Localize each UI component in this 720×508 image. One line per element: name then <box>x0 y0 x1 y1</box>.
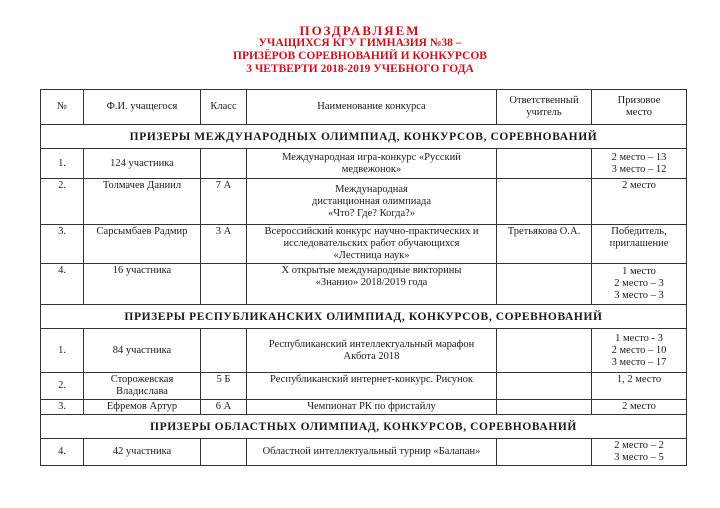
prize-place-line: Победитель, <box>611 226 667 237</box>
prize-place <box>592 149 687 179</box>
section-title: ПРИЗЕРЫ ОБЛАСТНЫХ ОЛИМПИАД, КОНКУРСОВ, СОРЕВНОВАНИЙ <box>41 415 687 439</box>
header-teacher-line-2: учитель <box>526 107 562 118</box>
prize-winners-table <box>40 89 687 466</box>
student-name <box>84 179 201 225</box>
student-name-line: 16 участника <box>112 265 172 276</box>
row-number: 1. <box>41 329 84 373</box>
header-class: Класс <box>201 90 247 125</box>
student-class <box>201 329 247 373</box>
row-number: 4. <box>41 439 84 466</box>
prize-place <box>592 373 687 400</box>
heading-line-3: ПРИЗЁРОВ СОРЕВНОВАНИЙ И КОНКУРСОВ <box>233 50 487 62</box>
table-body <box>41 125 687 466</box>
contest-name-line: дистанционная олимпиада <box>312 195 431 207</box>
prize-place-line: 1 место - 3 <box>615 332 663 344</box>
contest-name-line: «Знанио» 2018/2019 года <box>315 277 428 288</box>
contest-name <box>247 149 497 179</box>
contest-name-line: Чемпионат РК по фристайлу <box>307 401 436 412</box>
contest-name <box>247 264 497 305</box>
header-teacher-line-1: Ответственный <box>509 95 579 106</box>
table-row <box>41 329 687 373</box>
prize-place-line: 1 место <box>622 266 656 277</box>
prize-place <box>592 329 687 373</box>
table-row <box>41 149 687 179</box>
student-name-line: Сторожевская <box>110 374 174 385</box>
contest-name-line: «Лестница наук» <box>333 250 410 261</box>
student-name <box>84 149 201 179</box>
prize-place-line: 2 место <box>622 180 656 191</box>
student-name <box>84 264 201 305</box>
prize-place-line: 3 место – 12 <box>611 163 667 175</box>
student-class: 7 А <box>201 179 247 225</box>
prize-place <box>592 179 687 225</box>
contest-name <box>247 225 497 264</box>
contest-name-line: исследовательских работ обучающихся <box>283 238 460 249</box>
contest-name-line: Республиканский интернет-конкурс. Рисунок <box>270 374 473 385</box>
contest-name-line: Областной интеллектуальный турнир «Балапан» <box>262 446 481 457</box>
prize-place-line: 1, 2 место <box>616 374 662 385</box>
student-name-line: Владислава <box>116 386 168 397</box>
responsible-teacher <box>497 264 592 305</box>
prize-place-line: 3 место – 17 <box>611 356 667 368</box>
responsible-teacher <box>497 373 592 400</box>
student-name <box>84 373 201 400</box>
row-number: 3. <box>41 400 84 415</box>
responsible-teacher <box>497 400 592 415</box>
row-number: 2. <box>41 373 84 400</box>
heading-line-1: ПОЗДРАВЛЯЕМ <box>299 23 421 38</box>
prize-place <box>592 225 687 264</box>
prize-place-line: 3 место – 5 <box>614 452 664 463</box>
heading-line-2: УЧАЩИХСЯ КГУ ГИМНАЗИЯ №38 – <box>258 37 462 49</box>
table-row <box>41 264 687 305</box>
heading-line-4: 3 ЧЕТВЕРТИ 2018-2019 УЧЕБНОГО ГОДА <box>246 63 474 75</box>
section-header-row <box>41 125 687 149</box>
prize-place-line: 2 место – 13 <box>611 151 667 163</box>
contest-name-line: Международная <box>335 183 408 195</box>
congratulation-heading <box>0 24 720 76</box>
row-number: 4. <box>41 264 84 305</box>
header-teacher <box>497 90 592 125</box>
student-class: 6 А <box>201 400 247 415</box>
student-name-line: Сарсымбаев Радмир <box>96 226 188 237</box>
prize-place-line: 2 место <box>622 401 656 412</box>
student-name <box>84 439 201 466</box>
prize-place-line: 3 место – 3 <box>614 290 664 301</box>
header-student-name: Ф.И. учащегося <box>84 90 201 125</box>
table-row <box>41 179 687 225</box>
prize-place-line: 2 место – 2 <box>614 440 664 451</box>
table-row <box>41 373 687 400</box>
prize-place-line: 2 место – 3 <box>614 278 664 289</box>
student-class <box>201 439 247 466</box>
student-class <box>201 264 247 305</box>
header-prize-place <box>592 90 687 125</box>
prize-place <box>592 400 687 415</box>
student-name-line: 84 участника <box>112 344 172 356</box>
header-place-line-2: место <box>626 107 652 118</box>
responsible-teacher <box>497 329 592 373</box>
prize-place-line: приглашение <box>609 238 669 249</box>
contest-name-line: Акбота 2018 <box>343 350 400 362</box>
responsible-teacher <box>497 179 592 225</box>
row-number: 3. <box>41 225 84 264</box>
prize-place-line: 2 место – 10 <box>611 344 667 356</box>
responsible-teacher: Третьякова О.А. <box>497 225 592 264</box>
contest-name <box>247 439 497 466</box>
section-title: ПРИЗЕРЫ МЕЖДУНАРОДНЫХ ОЛИМПИАД, КОНКУРСОВ, СОРЕВНОВАНИЙ <box>41 125 687 149</box>
student-name <box>84 400 201 415</box>
student-name <box>84 329 201 373</box>
contest-name-line: Международная игра-конкурс «Русский <box>282 151 461 163</box>
table-header-row <box>41 90 687 125</box>
prize-place <box>592 439 687 466</box>
student-class: 5 Б <box>201 373 247 400</box>
student-name-line: Ефремов Артур <box>106 401 178 412</box>
student-name <box>84 225 201 264</box>
row-number: 1. <box>41 149 84 179</box>
responsible-teacher <box>497 149 592 179</box>
header-contest-name: Наименование конкурса <box>247 90 497 125</box>
student-name-line: 42 участника <box>112 446 172 457</box>
contest-name-line: X открытые международные викторины <box>281 265 462 276</box>
header-number: № <box>41 90 84 125</box>
contest-name <box>247 400 497 415</box>
contest-name <box>247 373 497 400</box>
section-header-row <box>41 415 687 439</box>
table-row <box>41 439 687 466</box>
student-name-line: Толмачев Даниил <box>102 180 182 191</box>
responsible-teacher <box>497 439 592 466</box>
contest-name-line: медвежонок» <box>341 163 402 175</box>
student-class: 3 А <box>201 225 247 264</box>
student-name-line: 124 участника <box>110 157 174 169</box>
contest-name-line: Всероссийский конкурс научно-практических и <box>264 226 479 237</box>
header-place-line-1: Призовое <box>617 95 661 106</box>
table-row <box>41 400 687 415</box>
row-number: 2. <box>41 179 84 225</box>
section-title: ПРИЗЕРЫ РЕСПУБЛИКАНСКИХ ОЛИМПИАД, КОНКУРСОВ, СОРЕВНОВАНИЙ <box>41 305 687 329</box>
contest-name-line: Республиканский интеллектуальный марафон <box>268 338 475 350</box>
prize-place <box>592 264 687 305</box>
contest-name-line: «Что? Где? Когда?» <box>327 207 416 219</box>
contest-name <box>247 329 497 373</box>
section-header-row <box>41 305 687 329</box>
table-row <box>41 225 687 264</box>
contest-name <box>247 179 497 225</box>
student-class <box>201 149 247 179</box>
